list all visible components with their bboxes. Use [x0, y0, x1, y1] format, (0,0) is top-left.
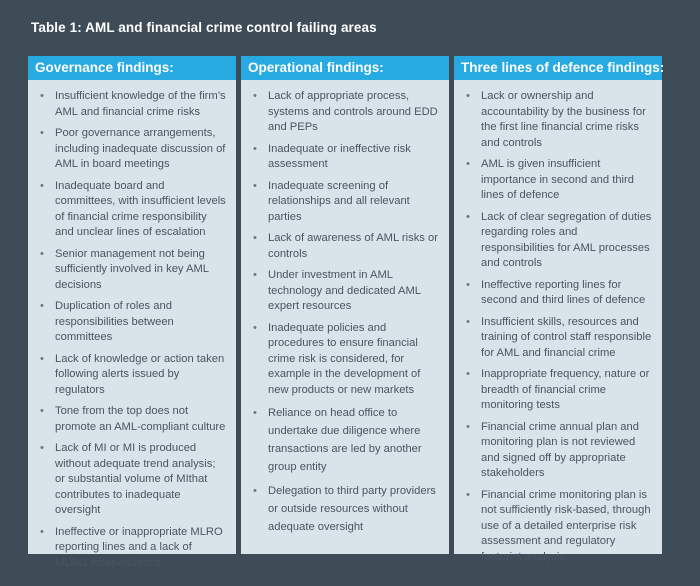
- list-item-text: Tone from the top does not promote an AML-compliant culture: [55, 405, 226, 433]
- list-item-text: Senior management not being sufficiently involved in key AML decisions: [55, 247, 209, 291]
- list-item: [241, 89, 439, 136]
- list-item: [28, 525, 226, 572]
- bullet-icon: •: [253, 407, 257, 419]
- list-item: [241, 179, 439, 226]
- list-item: [28, 299, 226, 346]
- list-item: [28, 441, 226, 519]
- list-item-text: AML is given insufficient importance in second and third lines of defence: [481, 158, 634, 201]
- bullet-icon: •: [40, 90, 44, 102]
- bullet-icon: •: [466, 315, 470, 328]
- list-item: [28, 352, 226, 399]
- list-item: [28, 89, 226, 120]
- column-heading: Operational findings:: [241, 56, 449, 80]
- list-item-text: Duplication of roles and responsibilities between committees: [55, 300, 174, 343]
- list-item-text: Inadequate policies and procedures to ensure financial crime risk is considered, for example in the development of new products or new markets: [268, 321, 421, 396]
- column-heading: Three lines of defence findings:: [454, 56, 662, 80]
- list-item-text: Financial crime monitoring plan is not sufficiently risk-based, through use of a detailed enterprise risk assessment and regulatory footprint analysis: [481, 488, 651, 563]
- bullet-icon: •: [40, 127, 44, 139]
- bullet-icon: •: [466, 278, 470, 291]
- list-item: [28, 126, 226, 173]
- bullet-icon: •: [40, 247, 44, 260]
- list-item: [241, 482, 439, 536]
- list-item: [454, 210, 652, 272]
- column-body: [241, 80, 449, 554]
- findings-list: [28, 89, 226, 571]
- list-item: [28, 179, 226, 241]
- bullet-icon: •: [253, 232, 257, 244]
- table-title: Table 1: AML and financial crime control failing areas: [31, 20, 377, 35]
- bullet-icon: •: [253, 485, 257, 497]
- bullet-icon: •: [253, 90, 257, 102]
- bullet-icon: •: [466, 420, 470, 433]
- findings-list: [454, 89, 652, 565]
- bullet-icon: •: [40, 405, 44, 417]
- bullet-icon: •: [253, 321, 257, 334]
- bullet-icon: •: [40, 525, 44, 538]
- list-item-text: Lack of appropriate process, systems and controls around EDD and PEPs: [268, 90, 438, 133]
- bullet-icon: •: [466, 368, 470, 380]
- list-item-text: Delegation to third party providers or outside resources without adequate oversight: [268, 485, 436, 533]
- bullet-icon: •: [253, 179, 257, 192]
- bullet-icon: •: [466, 210, 470, 223]
- list-item-text: Reliance on head office to undertake due diligence where transactions are led by another group entity: [268, 407, 422, 473]
- list-item: [241, 268, 439, 315]
- list-item-text: Insufficient knowledge of the firm’s AML and financial crime risks: [55, 90, 226, 118]
- bullet-icon: •: [466, 488, 470, 501]
- list-item-text: Lack of clear segregation of duties regarding roles and responsibilities for AML processes and controls: [481, 210, 652, 269]
- column-body: [28, 80, 236, 569]
- list-item-text: Ineffective reporting lines for second and third lines of defence: [481, 278, 646, 306]
- bullet-icon: •: [466, 158, 470, 170]
- column-governance: [28, 56, 236, 569]
- column-operational: [241, 56, 449, 554]
- list-item: [28, 404, 226, 435]
- list-item: [241, 231, 439, 262]
- bullet-icon: •: [40, 179, 44, 192]
- list-item-text: Inadequate screening of relationships and all relevant parties: [268, 179, 410, 223]
- list-item: [454, 488, 652, 566]
- list-item-text: Inadequate or ineffective risk assessment: [268, 142, 411, 170]
- list-item-text: Financial crime annual plan and monitoring plan is not reviewed and signed off by appropriate stakeholders: [481, 420, 639, 479]
- list-item-text: Poor governance arrangements, including inadequate discussion of AML in board meetings: [55, 127, 226, 170]
- column-body: [454, 80, 662, 563]
- bullet-icon: •: [466, 90, 470, 102]
- list-item-text: Lack or ownership and accountability by the business for the first line financial crime risks and controls: [481, 90, 646, 149]
- bullet-icon: •: [253, 142, 257, 155]
- list-item-text: Under investment in AML technology and dedicated AML expert resources: [268, 269, 421, 312]
- list-item: [454, 89, 652, 151]
- list-item: [454, 157, 652, 204]
- list-item: [28, 247, 226, 294]
- list-item: [241, 404, 439, 476]
- list-item-text: Lack of MI or MI is produced without adequate trend analysis; or substantial volume of MIthat contributes to inadequate oversight: [55, 442, 216, 516]
- list-item-text: Lack of awareness of AML risks or controls: [268, 232, 438, 260]
- list-item: [454, 367, 652, 414]
- list-item: [454, 420, 652, 482]
- list-item: [454, 278, 652, 309]
- column-three-lines-of-defence: [454, 56, 665, 563]
- list-item-text: Inadequate board and committees, with insufficient levels of financial crime responsibility and unclear lines of escalation: [55, 179, 226, 238]
- list-item: [454, 315, 652, 362]
- list-item: [241, 321, 439, 399]
- bullet-icon: •: [40, 300, 44, 312]
- list-item-text: Inappropriate frequency, nature or breadth of financial crime monitoring tests: [481, 368, 650, 411]
- list-item-text: Insufficient skills, resources and training of control staff responsible for AML and financial crime: [481, 315, 652, 359]
- bullet-icon: •: [40, 442, 44, 454]
- list-item-text: Lack of knowledge or action taken following alerts issued by regulators: [55, 352, 225, 396]
- list-item-text: Ineffective or inappropriate MLRO reporting lines and a lack of MLRO independence: [55, 525, 223, 569]
- list-item: [241, 142, 439, 173]
- bullet-icon: •: [40, 352, 44, 365]
- findings-list: [241, 89, 439, 536]
- column-heading: Governance findings:: [28, 56, 236, 80]
- bullet-icon: •: [253, 269, 257, 281]
